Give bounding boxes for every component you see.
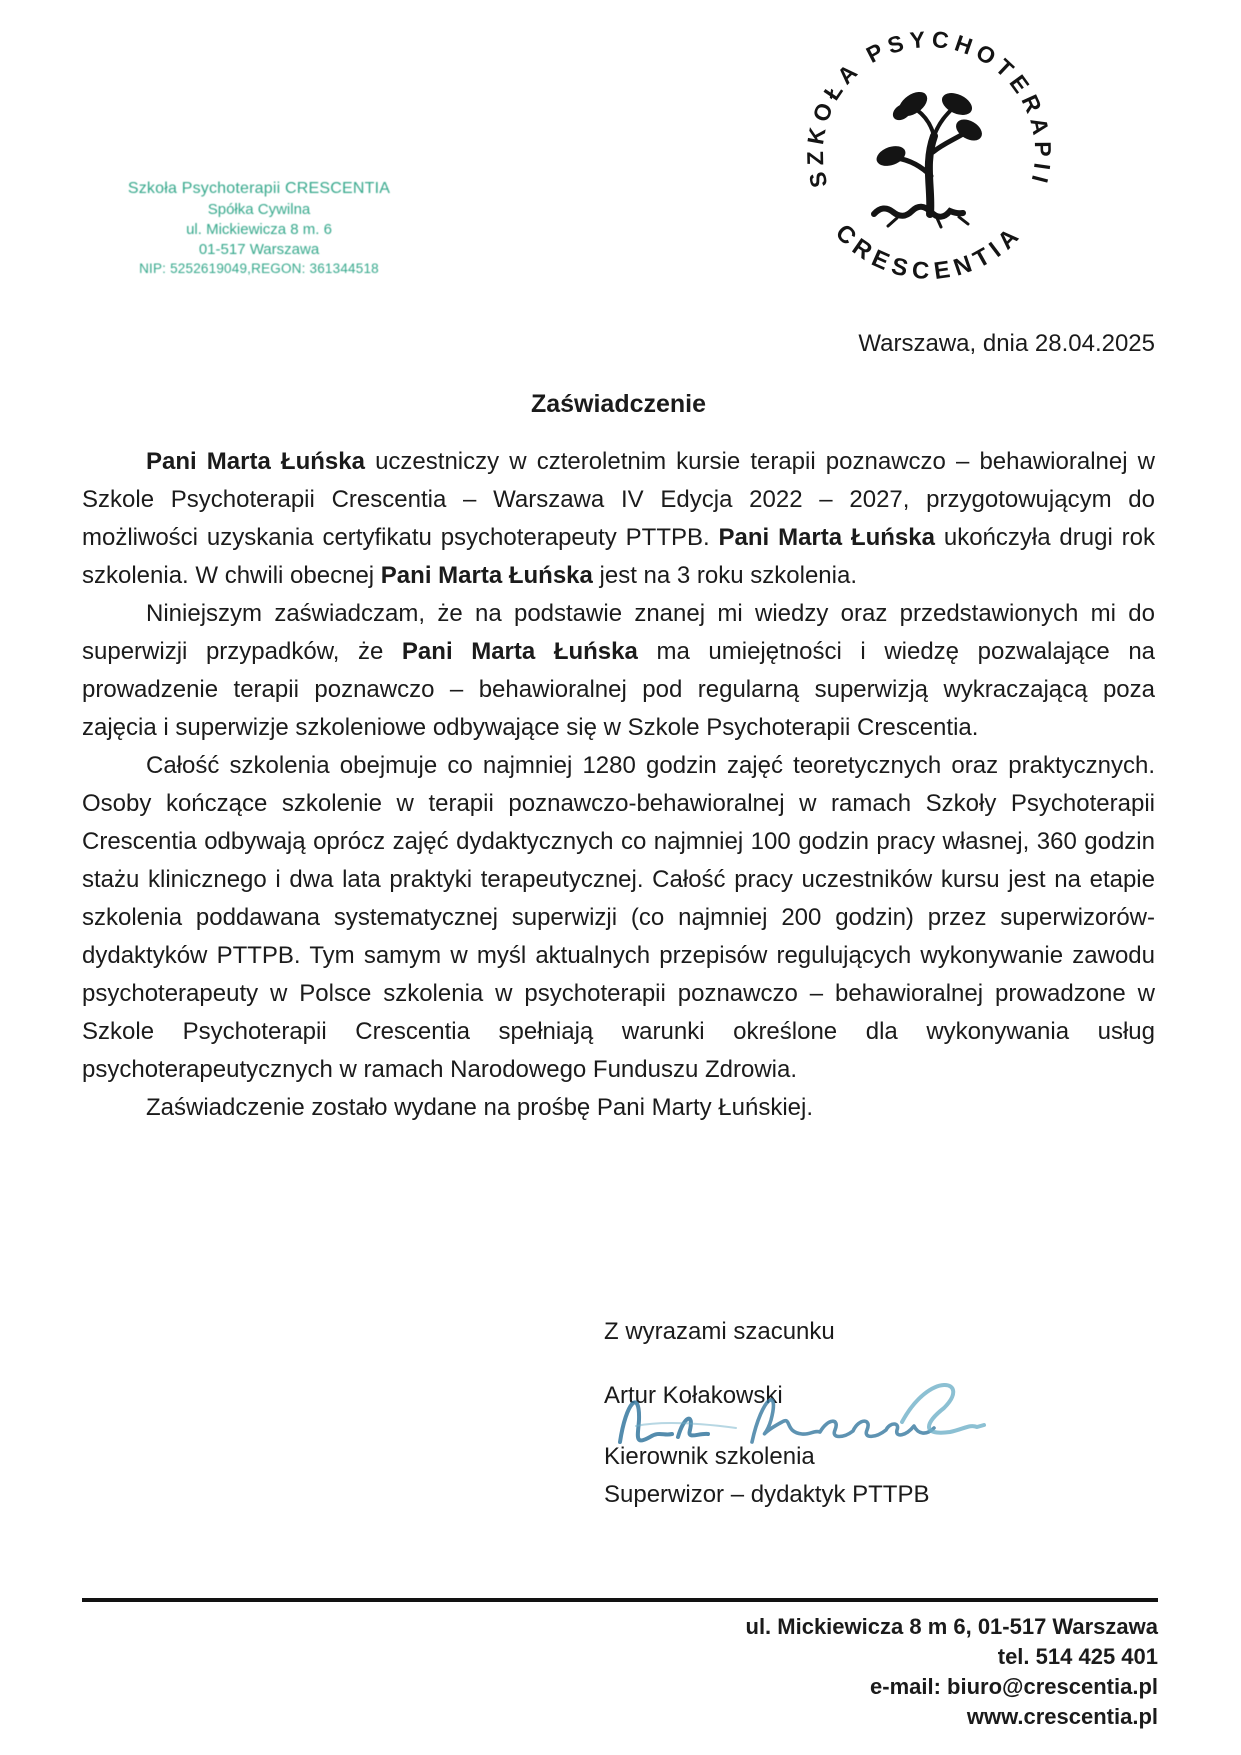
logo-top-arc-text: SZKOŁA PSYCHOTERAPII — [801, 25, 1057, 191]
signatory-name: Artur Kołakowski — [604, 1382, 783, 1409]
signatory-role-2: Superwizor – dydaktyk PTTPB — [604, 1481, 930, 1508]
paragraph: Zaświadczenie zostało wydane na prośbę Pani Marty Łuńskiej. — [146, 1094, 814, 1121]
paragraph: Pani Marta Łuńska uczestniczy w czteroletnim kursie terapii poznawczo – behawioralnej w Szkole Psychoterapii Crescentia – Warszawa IV Edycja 2022 – 2027, przygotowującym do możliwości uzyskania certyfikatu psychoterapeuty PTTPB. Pani Marta Łuńska ukończyła drugi rok szkolenia. W chwili obecnej Pani Marta Łuńska jest na 3 roku szkolenia. — [82, 448, 1156, 589]
tree-sapling-icon — [874, 87, 986, 227]
stamp-line: NIP: 5252619049,REGON: 361344518 — [139, 261, 379, 277]
crescentia-logo — [798, 22, 1060, 290]
logo-bottom-arc-text: CRESCENTIA — [829, 219, 1029, 286]
paragraph: Niniejszym zaświadczam, że na podstawie znanej mi wiedzy oraz przedstawionych mi do superwizji przypadków, że Pani Marta Łuńska ma umiejętności i wiedzę pozwalające na prowadzenie terapii poznawczo – behawioralnej pod regularną superwizją wykraczającą poza zajęcia i superwizje szkoleniowe odbywające się w Szkole Psychoterapii Crescentia. — [82, 600, 1156, 741]
date-line: Warszawa, dnia 28.04.2025 — [858, 330, 1155, 357]
footer-address: ul. Mickiewicza 8 m 6, 01-517 Warszawa — [745, 1614, 1158, 1639]
page-title: Zaświadczenie — [530, 390, 707, 418]
paragraph: Całość szkolenia obejmuje co najmniej 1280 godzin zajęć teoretycznych oraz praktycznych. Osoby kończące szkolenie w terapii poznawczo-behawioralnej w ramach Szkoły Psychoterapii Crescentia odbywają oprócz zajęć dydaktycznych co najmniej 100 godzin pracy własnej, 360 godzin stażu klinicznego i dwa lata praktyki terapeutycznej. Całość pracy uczestników kursu jest na etapie szkolenia poddawana systematycznej superwizji (co najmniej 200 godzin) przez superwizorów-dydaktyków PTTPB. Tym samym w myśl aktualnych przepisów regulujących wykonywanie zawodu psychoterapeuty w Polsce szkolenia w psychoterapii poznawczo – behawioralnej prowadzone w Szkole Psychoterapii Crescentia spełniają warunki określone dla wykonywania usług psychoterapeutycznych w ramach Narodowego Funduszu Zdrowia. — [82, 752, 1155, 1083]
footer-contact — [82, 1612, 1158, 1732]
handwritten-signature-icon — [606, 1380, 992, 1476]
stamp-line: ul. Mickiewicza 8 m. 6 — [186, 220, 332, 238]
stamp-line: 01-517 Warszawa — [198, 241, 320, 259]
footer-email: e-mail: biuro@crescentia.pl — [870, 1674, 1158, 1699]
footer-divider — [82, 1598, 1158, 1602]
footer-phone: tel. 514 425 401 — [997, 1644, 1158, 1669]
salutation: Z wyrazami szacunku — [604, 1318, 835, 1345]
stamp-line: Spółka Cywilna — [207, 200, 311, 218]
body-paragraphs — [82, 443, 1155, 1127]
company-stamp — [104, 178, 414, 279]
signatory-role-1: Kierownik szkolenia — [604, 1443, 815, 1470]
footer-website: www.crescentia.pl — [966, 1704, 1158, 1729]
stamp-line: Szkoła Psychoterapii CRESCENTIA — [127, 180, 391, 197]
